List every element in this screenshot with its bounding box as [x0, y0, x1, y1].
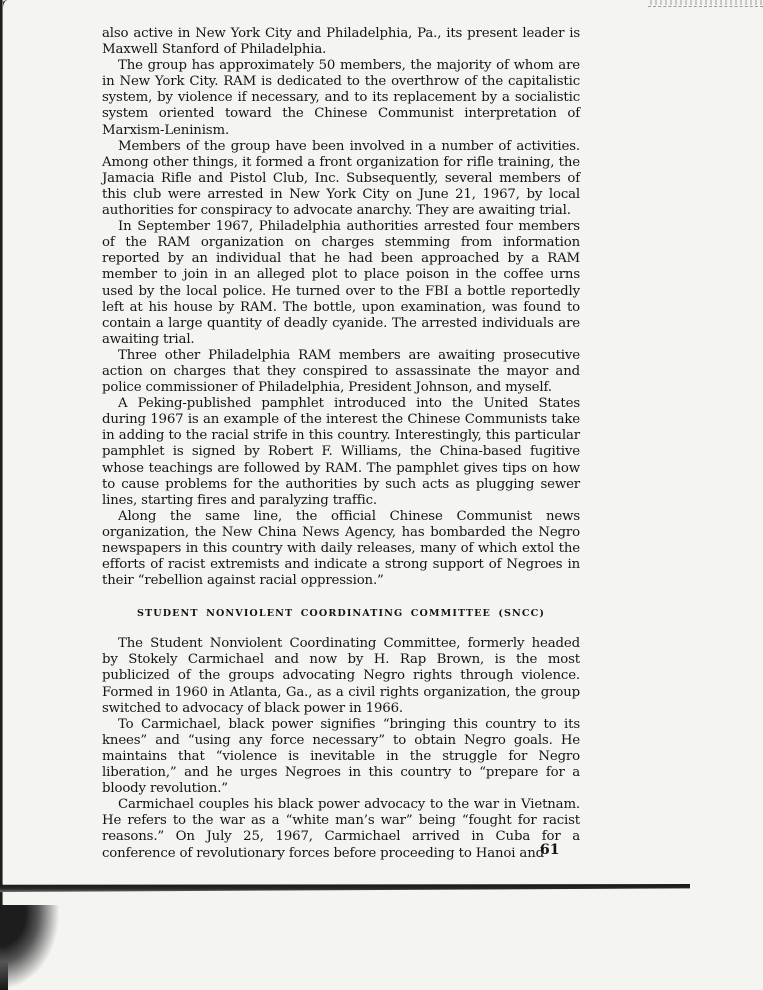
- paragraph: also active in New York City and Philadelphia, Pa., its present leader is Maxwell Stanford of Philadelphia.: [102, 26, 580, 58]
- paragraph: A Peking-published pamphlet introduced into the United States during 1967 is an example of the interest the Chinese Communists take in adding to the racial strife in this country. Interestingly, this particular pamphlet is signed by Robert F. Williams, the China-based fugitive whose teachings are followed by RAM. The pamphlet gives tips on how to cause problems for the authorities by such acts as plugging sewer lines, starting fires and paralyzing traffic.: [102, 396, 580, 508]
- paragraph: Three other Philadelphia RAM members are awaiting prosecutive action on charges that they conspired to assassinate the mayor and police commissioner of Philadelphia, President Johnson, and myself.: [102, 347, 580, 396]
- scan-perforation: [650, 0, 763, 5]
- sncc-section: [102, 636, 580, 861]
- paragraph: To Carmichael, black power signifies “bringing this country to its knees” and “using any force necessary” to obtain Negro goals. He maintains that “violence is inevitable in the struggle for Negro liberation,” and he urges Negroes in this country to “prepare for a bloody revolution.”: [102, 716, 580, 797]
- page-number: 61: [540, 842, 560, 858]
- paragraph: Along the same line, the official Chinese Communist news organization, the New China News Agency, has bombarded the Negro newspapers in this country with daily releases, many of which extol the efforts of racist extremists and indicate a strong support of Negroes in their “rebellion against racial oppression.”: [102, 508, 580, 589]
- paragraph: In September 1967, Philadelphia authorities arrested four members of the RAM organization on charges stemming from information reported by an individual that he had been approached by a RAM member to join in an alleged plot to place poison in the coffee urns used by the local police. He turned over to the FBI a bottle reportedly left at his house by RAM. The bottle, upon examination, was found to contain a large quantity of deadly cyanide. The arrested individuals are awaiting trial.: [102, 219, 580, 347]
- paragraph: Members of the group have been involved in a number of activities. Among other things, it formed a front organization for rifle training, the Jamacia Rifle and Pistol Club, Inc. Subsequently, several members of this club were arrested in New York City on June 21, 1967, by local authorities for conspiracy to advocate anarchy. They are awaiting trial.: [102, 138, 580, 219]
- paragraph: Carmichael couples his black power advocacy to the war in Vietnam. He refers to the war as a “white man’s war” being “fought for racist reasons.” On July 25, 1967, Carmichael arrived in Cuba for a conference of revolutionary forces before proceeding to Hanoi and: [102, 797, 580, 861]
- scan-left-border: [0, 0, 5, 990]
- scan-bottom-shadow-bar: [0, 884, 690, 892]
- paragraph: The Student Nonviolent Coordinating Committee, formerly headed by Stokely Carmichael and now by H. Rap Brown, is the most publicized of the groups advocating Negro rights through violence. Formed in 1960 in Atlanta, Ga., as a civil rights organization, the group switched to advocacy of black power in 1966.: [102, 636, 580, 716]
- paragraph: The group has approximately 50 members, the majority of whom are in New York City. RAM is dedicated to the overthrow of the capitalistic system, by violence if necessary, and to its replacement by a socialistic system oriented toward the Chinese Communist interpretation of Marxism-Leninism.: [102, 58, 580, 138]
- document-page: [102, 26, 580, 862]
- section-heading: STUDENT NONVIOLENT COORDINATING COMMITTEE (SNCC): [136, 608, 546, 620]
- scan-dashed-line: [648, 6, 763, 7]
- top-section: [102, 26, 580, 589]
- scan-bottom-left-blot: [0, 905, 60, 990]
